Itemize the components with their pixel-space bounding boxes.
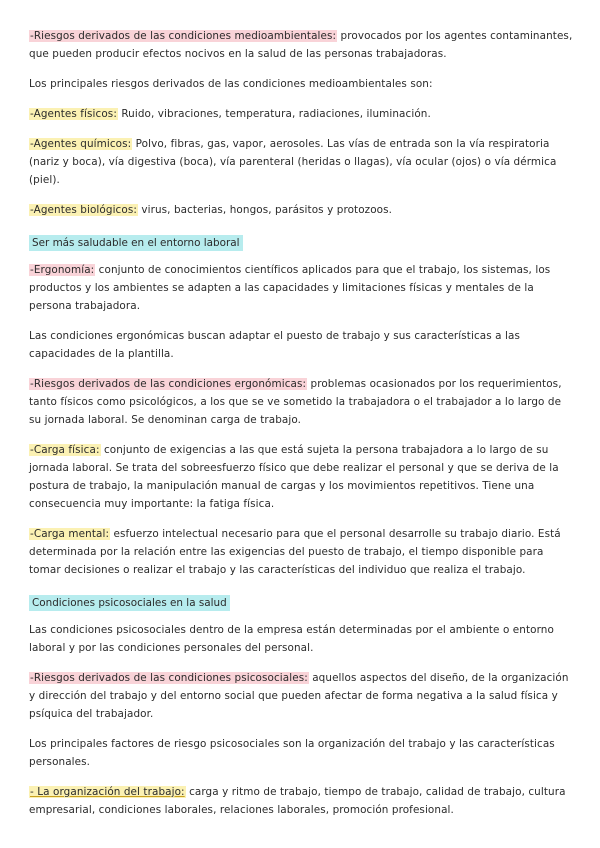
paragraph-carga-fisica: [29, 441, 576, 513]
paragraph-agentes-biologicos: [29, 201, 576, 219]
text-riesgos-psicosociales: aquellos aspectos del diseño, de la organización y dirección del trabajo y del entorno social que pueden afectar de forma negativa a la salud física y psíquica del trabajador.: [29, 672, 569, 720]
text-principales-riesgos: Los principales riesgos derivados de las condiciones medioambientales son:: [29, 78, 433, 90]
term-riesgos-medioambientales: -Riesgos derivados de las condiciones medioambientales:: [30, 30, 337, 42]
term-agentes-fisicos: -Agentes físicos:: [30, 108, 117, 120]
paragraph-riesgos-psicosociales: [29, 669, 576, 723]
paragraph-condiciones-ergonomicas: [29, 327, 576, 363]
text-riesgos-medioambientales: provocados por los agentes contaminantes, que pueden producir efectos nocivos en la salud de las personas trabajadoras.: [29, 30, 573, 60]
paragraph-riesgos-medioambientales: [29, 27, 576, 63]
paragraph-ergonomia: [29, 261, 576, 315]
text-agentes-fisicos: Ruido, vibraciones, temperatura, radiaciones, iluminación.: [117, 108, 431, 120]
section-saludable: [29, 231, 576, 579]
text-carga-mental: esfuerzo intelectual necesario para que el personal desarrolle su trabajo diario. Está determinada por la relación entre las exigencias del puesto de trabajo, el tiempo disponible para tomar decisiones o realizar el trabajo y las características del individuo que realiza el trabajo.: [29, 528, 561, 576]
text-carga-fisica: conjunto de exigencias a las que está sujeta la persona trabajadora a lo largo de su jornada laboral. Se trata del sobreesfuerzo físico que debe realizar el personal y que se deriva de la postura de trabajo, la manipulación manual de cargas y los movimientos repetitivos. Tiene una consecuencia muy importante: la fatiga física.: [29, 444, 559, 510]
paragraph-agentes-fisicos: [29, 105, 576, 123]
term-agentes-quimicos: -Agentes químicos:: [30, 138, 132, 150]
term-ergonomia: -Ergonomía:: [30, 264, 95, 276]
text-condiciones-ergonomicas: Las condiciones ergonómicas buscan adaptar el puesto de trabajo y sus características a las capacidades de la plantilla.: [29, 330, 521, 360]
text-organizacion-trabajo: carga y ritmo de trabajo, tiempo de trabajo, calidad de trabajo, cultura empresarial, condiciones laborales, relaciones laborales, promoción profesional.: [29, 786, 566, 816]
term-riesgos-ergonomicos: -Riesgos derivados de las condiciones ergonómicas:: [30, 378, 307, 390]
paragraph-factores-riesgo: [29, 735, 576, 771]
heading-psicosociales: Condiciones psicosociales en la salud: [29, 595, 230, 611]
text-agentes-biologicos: virus, bacterias, hongos, parásitos y protozoos.: [137, 204, 393, 216]
paragraph-organizacion-trabajo: [29, 783, 576, 819]
intro-section: [29, 27, 576, 219]
term-agentes-biologicos: -Agentes biológicos:: [30, 204, 137, 216]
paragraph-principales-riesgos: [29, 75, 576, 93]
text-riesgos-ergonomicos: problemas ocasionados por los requerimientos, tanto físicos como psicológicos, a los que se ve sometido la trabajadora o el trabajador a lo largo de su jornada laboral. Se denominan carga de trabajo.: [29, 378, 562, 426]
heading-saludable: Ser más saludable en el entorno laboral: [29, 235, 243, 251]
text-agentes-quimicos: Polvo, fibras, gas, vapor, aerosoles. Las vías de entrada son la vía respiratoria (nariz y boca), vía digestiva (boca), vía parenteral (heridas o llagas), vía ocular (ojos) o vía dérmica (piel).: [29, 138, 557, 186]
paragraph-condiciones-psicosociales: [29, 621, 576, 657]
text-condiciones-psicosociales: Las condiciones psicosociales dentro de la empresa están determinadas por el ambiente o entorno laboral y por las condiciones personales del personal.: [29, 624, 554, 654]
term-riesgos-psicosociales: -Riesgos derivados de las condiciones psicosociales:: [30, 672, 308, 684]
text-factores-riesgo: Los principales factores de riesgo psicosociales son la organización del trabajo y las características personales.: [29, 738, 555, 768]
term-carga-mental: -Carga mental:: [30, 528, 110, 540]
section-psicosociales: [29, 591, 576, 819]
paragraph-carga-mental: [29, 525, 576, 579]
term-carga-fisica: -Carga física:: [30, 444, 100, 456]
text-ergonomia: conjunto de conocimientos científicos aplicados para que el trabajo, los sistemas, los productos y los ambientes se adapten a las capacidades y limitaciones físicas y mentales de la persona trabajadora.: [29, 264, 551, 312]
paragraph-agentes-quimicos: [29, 135, 576, 189]
term-organizacion-trabajo: - La organización del trabajo:: [30, 786, 185, 798]
paragraph-riesgos-ergonomicos: [29, 375, 576, 429]
